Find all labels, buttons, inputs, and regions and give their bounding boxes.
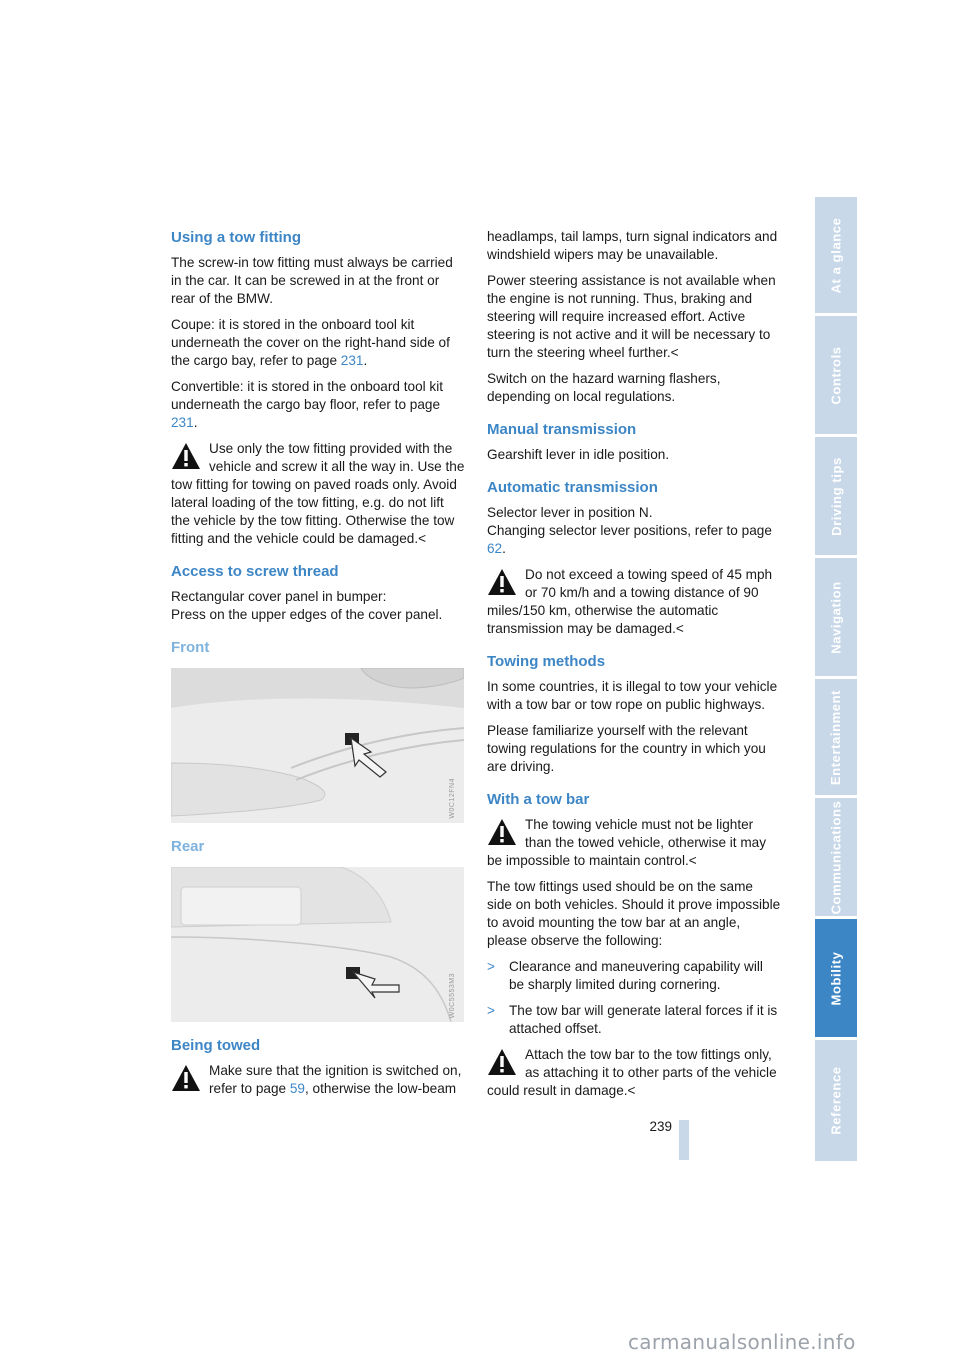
paragraph-tow-fittings-side: The tow fittings used should be on the same side on both vehicles. Should it prove impossible to avoid mounting the tow bar at an angle, please observe the following: bbox=[487, 879, 781, 948]
tab-driving-tips[interactable]: Driving tips bbox=[815, 437, 857, 555]
figure-rear-bumper bbox=[171, 867, 464, 1022]
page-link-231-convertible[interactable]: 231 bbox=[171, 415, 194, 430]
heading-manual-transmission: Manual transmission bbox=[487, 421, 637, 438]
paragraph-convertible-storage: Convertible: it is stored in the onboard tool kit underneath the cargo bay floor, refer to page 231. bbox=[171, 379, 444, 430]
figure-front-bumper bbox=[171, 668, 464, 823]
left-column bbox=[171, 228, 465, 1106]
warning-triangle-icon bbox=[171, 442, 201, 470]
paragraph-tow-fitting-carry: The screw-in tow fitting must always be carried in the car. It can be screwed in at the front or rear of the BMW. bbox=[171, 255, 453, 306]
heading-automatic-transmission: Automatic transmission bbox=[487, 479, 658, 496]
bullet-marker: > bbox=[487, 1003, 495, 1018]
heading-using-tow-fitting: Using a tow fitting bbox=[171, 229, 301, 246]
list-item: > Clearance and maneuvering capability will be sharply limited during cornering. bbox=[487, 959, 763, 992]
bullet-marker: > bbox=[487, 959, 495, 974]
paragraph-access: Rectangular cover panel in bumper: Press on the upper edges of the cover panel. bbox=[171, 589, 443, 622]
tab-entertainment[interactable]: Entertainment bbox=[815, 679, 857, 795]
warning-towing-speed: Do not exceed a towing speed of 45 mph or 70 km/h and a towing distance of 90 miles/150 km, otherwise the automatic transmission may be damaged.< bbox=[487, 567, 773, 636]
heading-with-tow-bar: With a tow bar bbox=[487, 791, 590, 808]
page-link-62[interactable]: 62 bbox=[487, 541, 503, 556]
heading-access-screw-thread: Access to screw thread bbox=[171, 563, 339, 580]
heading-rear: Rear bbox=[171, 838, 205, 855]
warning-ignition: Make sure that the ignition is switched on, refer to page 59, otherwise the low-beam bbox=[171, 1062, 465, 1098]
list-item: > The tow bar will generate lateral forces if it is attached offset. bbox=[487, 1003, 778, 1036]
paragraph-automatic: Selector lever in position N. Changing selector lever positions, refer to page 62. bbox=[487, 505, 772, 556]
paragraph-illegal-tow: In some countries, it is illegal to tow your vehicle with a tow bar or tow rope on public highways. bbox=[487, 679, 778, 712]
tab-mobility[interactable]: Mobility bbox=[815, 919, 857, 1037]
paragraph-hazard: Switch on the hazard warning flashers, depending on local regulations. bbox=[487, 371, 721, 404]
right-column bbox=[487, 228, 781, 1108]
heading-towing-methods: Towing methods bbox=[487, 653, 606, 670]
heading-being-towed: Being towed bbox=[171, 1037, 261, 1054]
watermark: carmanualsonline.info bbox=[628, 1330, 856, 1354]
page-number-bar bbox=[679, 1120, 689, 1160]
warning-triangle-icon bbox=[487, 1048, 517, 1076]
paragraph-lamps-unavailable: headlamps, tail lamps, turn signal indicators and windshield wipers may be unavailable. bbox=[487, 229, 778, 262]
paragraph-familiarize: Please familiarize yourself with the relevant towing regulations for the country in which you are driving. bbox=[487, 723, 766, 774]
paragraph-coupe-storage: Coupe: it is stored in the onboard tool kit underneath the cover on the right-hand side of the cargo bay, refer to page 231. bbox=[171, 317, 450, 368]
figure-code: W0C5553M3 bbox=[449, 972, 456, 1018]
section-tabs bbox=[815, 197, 857, 1161]
warning-towing-vehicle: The towing vehicle must not be lighter than the towed vehicle, otherwise it may be impossible to maintain control.< bbox=[487, 817, 767, 868]
page-link-231-coupe[interactable]: 231 bbox=[340, 353, 364, 368]
heading-front: Front bbox=[171, 639, 210, 656]
tab-reference[interactable]: Reference bbox=[815, 1040, 857, 1161]
tab-at-a-glance[interactable]: At a glance bbox=[815, 197, 857, 313]
tab-navigation[interactable]: Navigation bbox=[815, 558, 857, 676]
warning-triangle-icon bbox=[487, 568, 517, 596]
rear-bumper-illustration bbox=[171, 867, 464, 1022]
front-bumper-illustration bbox=[171, 668, 464, 823]
paragraph-power-steering: Power steering assistance is not available when the engine is not running. Thus, braking and steering will require increased effort. Active steering is not active and it will be necessary to turn the steering wheel further.< bbox=[487, 273, 776, 360]
warning-attach-tow-bar: Attach the tow bar to the tow fittings only, as attaching it to other parts of the vehicle could result in damage.< bbox=[487, 1047, 777, 1098]
page-link-59[interactable]: 59 bbox=[289, 1081, 305, 1096]
page-number: 239 bbox=[649, 1119, 672, 1134]
tab-controls[interactable]: Controls bbox=[815, 316, 857, 434]
warning-tow-fitting: Use only the tow fitting provided with the vehicle and screw it all the way in. Use the tow fitting for towing on paved roads only. Avoid lateral loading of the tow fitting, e.g. do not lift the vehicle by the tow fitting. Otherwise the tow fitting and the vehicle could be damaged.< bbox=[171, 441, 465, 546]
warning-triangle-icon bbox=[171, 1064, 201, 1092]
paragraph-manual: Gearshift lever in idle position. bbox=[487, 447, 670, 462]
figure-code: W0C12FN4 bbox=[449, 778, 456, 819]
warning-triangle-icon bbox=[487, 818, 517, 846]
tab-communications[interactable]: Communications bbox=[815, 798, 857, 916]
